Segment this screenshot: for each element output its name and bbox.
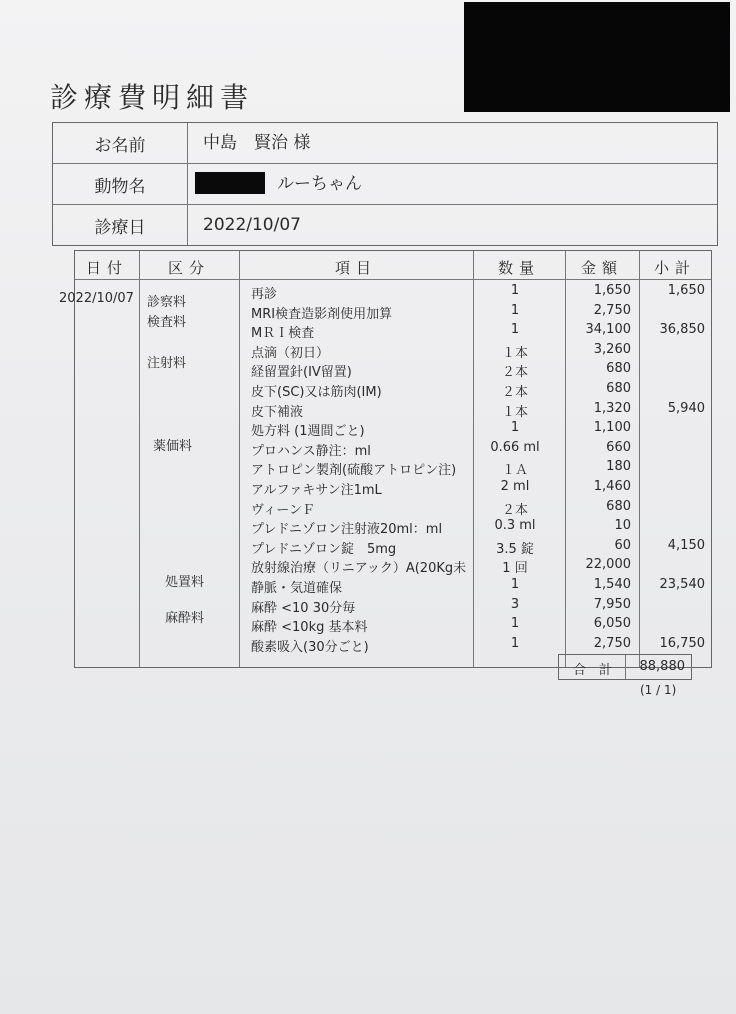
row-subtotal: 5,940 <box>667 400 705 416</box>
row-item: アルファキサン注1mL <box>251 483 382 498</box>
row-amount: 680 <box>606 498 631 514</box>
row-quantity: 1 回 <box>502 561 528 577</box>
row-quantity: １本 <box>501 345 528 361</box>
row-item: 再診 <box>251 287 278 302</box>
redaction-block <box>464 2 730 112</box>
row-amount: 1,320 <box>593 400 631 416</box>
owner-name-value: 中島 賢治 様 <box>203 133 311 153</box>
row-quantity: 1 <box>510 616 520 632</box>
pet-name-value: ルーちゃん <box>277 174 362 194</box>
row-item: プレドニゾロン注射液20ml：ml <box>251 522 443 538</box>
row-item: プロハンス静注：ml <box>251 443 371 459</box>
row-quantity: 2 ml <box>500 479 530 494</box>
pet-name-label: 動物名 <box>53 164 188 204</box>
category-treatment: 処置料 <box>165 575 205 590</box>
header-subtotal: 小計 <box>653 259 696 277</box>
row-item: 皮下補液 <box>251 404 304 420</box>
row-quantity: 3.5 錠 <box>496 541 534 557</box>
row-amount: 660 <box>606 439 631 455</box>
row-quantity: 1 <box>510 302 520 318</box>
visit-date-label: 診療日 <box>53 205 188 245</box>
row-item: アトロピン製剤(硫酸アトロピン注) <box>251 463 457 479</box>
row-amount: 1,460 <box>593 479 631 494</box>
header-date: 日付 <box>85 259 128 277</box>
row-subtotal: 23,540 <box>659 577 705 592</box>
row-item: 放射線治療（リニアック）A(20Kg未 <box>251 561 467 577</box>
row-item: MＲＩ検査 <box>251 326 315 342</box>
category-examination: 検査料 <box>147 315 187 330</box>
row-subtotal: 16,750 <box>659 635 705 651</box>
row-amount: 1,540 <box>593 577 631 592</box>
row-amount: 3,260 <box>593 341 631 357</box>
row-amount: 180 <box>606 459 631 475</box>
row-amount: 10 <box>614 518 631 534</box>
client-info-table <box>52 122 718 246</box>
row-quantity: 1 <box>510 322 520 338</box>
row-quantity: 3 <box>510 596 520 612</box>
row-item: 静脈・気道確保 <box>251 581 343 596</box>
row-subtotal: 1,650 <box>667 283 705 298</box>
col-divider <box>139 251 140 667</box>
row-item: ヴィーンＦ <box>251 502 315 518</box>
visit-date-value: 2022/10/07 <box>203 215 301 235</box>
header-amount: 金額 <box>580 259 623 277</box>
owner-name-row <box>53 123 717 164</box>
row-amount: 2,750 <box>593 635 631 651</box>
row-subtotal: 4,150 <box>667 537 705 553</box>
row-item: プレドニゾロン錠 5mg <box>251 541 397 557</box>
row-item: 経留置針(IV留置) <box>251 365 352 381</box>
header-divider <box>75 279 711 280</box>
row-amount: 2,750 <box>593 302 631 318</box>
row-amount: 22,000 <box>585 557 631 573</box>
row-quantity: 1 <box>510 420 520 436</box>
page-number: (1 / 1) <box>640 683 677 697</box>
total-label: 合 計 <box>573 663 613 678</box>
row-quantity: ２本 <box>501 365 528 381</box>
total-value: 88,880 <box>639 659 685 674</box>
row-item: 酸素吸入(30分ごと) <box>251 639 369 655</box>
header-category: 区分 <box>167 259 210 277</box>
header-item: 項目 <box>334 259 377 277</box>
category-consultation: 診察料 <box>147 295 187 310</box>
billing-table <box>59 250 712 668</box>
header-quantity: 数量 <box>497 259 540 277</box>
row-quantity: 0.3 ml <box>494 518 536 534</box>
row-quantity: 1 <box>510 635 520 651</box>
row-subtotal: 36,850 <box>659 322 705 338</box>
row-item: MRI検査造影剤使用加算 <box>251 306 393 322</box>
pet-name-redaction <box>195 172 265 194</box>
document-title: 診療費明細書 <box>50 81 255 114</box>
row-amount: 1,100 <box>593 420 631 436</box>
total-box <box>558 654 692 680</box>
col-divider <box>639 251 640 667</box>
total-divider <box>625 655 626 679</box>
row-quantity: ２本 <box>501 502 528 518</box>
row-quantity: １Ａ <box>501 463 528 479</box>
row-item: 点滴（初日） <box>251 345 330 361</box>
category-anesthesia: 麻酔料 <box>165 611 205 626</box>
row-item: 麻酔 <10kg 基本料 <box>251 620 368 636</box>
row-item: 皮下(SC)又は筋肉(IM) <box>251 385 382 400</box>
category-medication: 薬価料 <box>153 439 193 454</box>
row-quantity: ２本 <box>501 385 528 400</box>
row-amount: 7,950 <box>593 596 631 612</box>
row-amount: 6,050 <box>593 616 631 632</box>
row-amount: 60 <box>614 537 631 553</box>
row-quantity: 0.66 ml <box>490 439 540 455</box>
visit-date-cell: 2022/10/07 <box>59 291 134 306</box>
row-quantity: 1 <box>510 283 520 298</box>
row-quantity: １本 <box>501 404 528 420</box>
row-amount: 1,650 <box>593 283 631 298</box>
visit-date-row <box>53 205 717 245</box>
row-amount: 34,100 <box>585 322 631 338</box>
row-quantity: 1 <box>510 577 520 592</box>
pet-name-row <box>53 164 717 205</box>
row-amount: 680 <box>606 361 631 377</box>
col-divider <box>239 251 240 667</box>
row-amount: 680 <box>606 381 631 396</box>
row-item: 処方料 (1週間ごと) <box>251 424 365 440</box>
owner-name-label: お名前 <box>53 123 188 163</box>
category-injection: 注射料 <box>147 356 187 371</box>
row-item: 麻酔 <10 30分毎 <box>251 600 356 616</box>
